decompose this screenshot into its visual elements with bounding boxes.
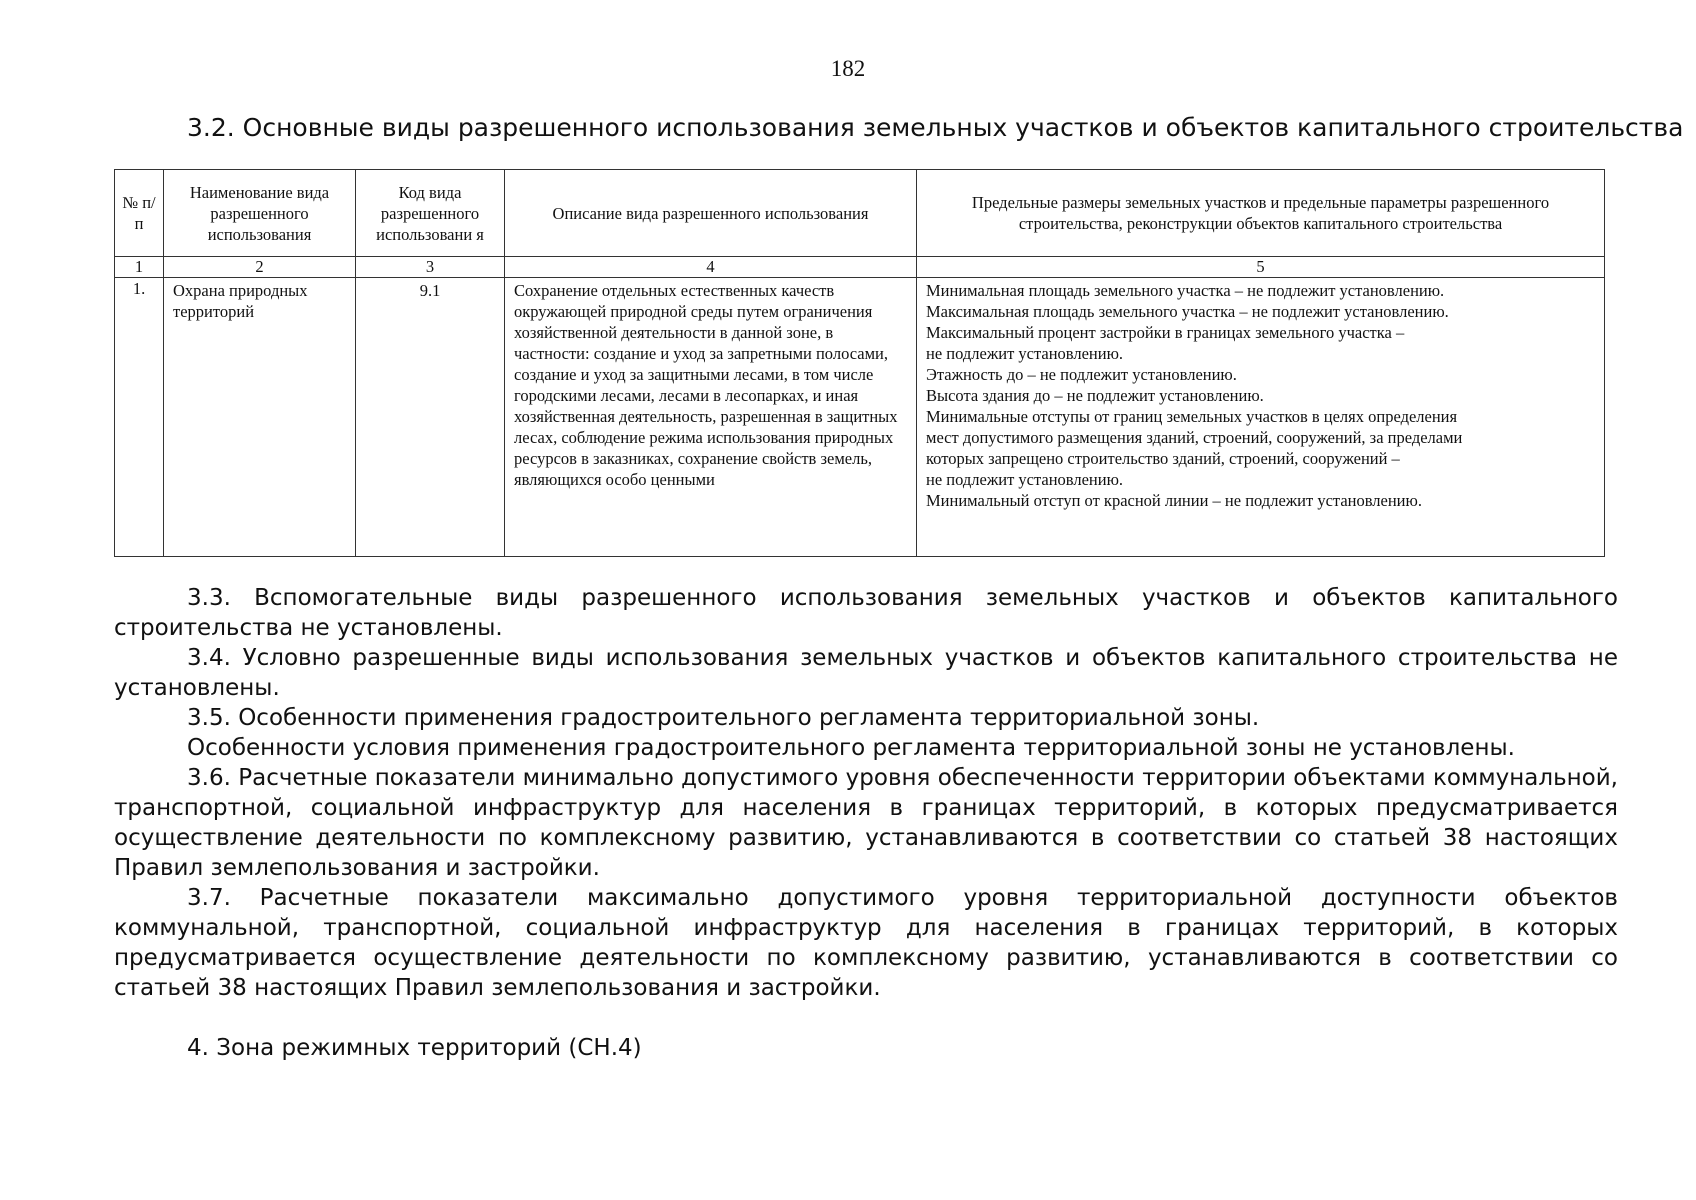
next-section-heading: 4. Зона режимных территорий (СН.4) [187, 1035, 642, 1061]
limit-line: Этажность до – не подлежит установлению. [926, 365, 1237, 384]
limit-line: не подлежит установлению. [926, 344, 1124, 363]
column-number-row [115, 257, 1605, 278]
limit-line: Минимальный отступ от красной линии – не подлежит установлению. [926, 491, 1422, 510]
header-cell: Описание вида разрешенного использования [505, 170, 917, 257]
limit-line: Минимальные отступы от границ земельных участков в целях определения [926, 407, 1458, 426]
paragraph: 3.4. Условно разрешенные виды использования земельных участков и объектов капитального строительства не установлены. [114, 645, 1618, 701]
paragraph: 3.5. Особенности применения градостроительного регламента территориальной зоны. [187, 705, 1260, 731]
limit-line: Максимальная площадь земельного участка – не подлежит установлению. [926, 302, 1449, 321]
land-use-table [114, 169, 1605, 557]
column-number: 5 [917, 257, 1605, 278]
column-number: 4 [505, 257, 917, 278]
limit-line: не подлежит установлению. [926, 470, 1124, 489]
limit-line: Минимальная площадь земельного участка – не подлежит установлению. [926, 281, 1445, 300]
table-row [115, 278, 1605, 557]
paragraph: 3.7. Расчетные показатели максимально допустимого уровня территориальной доступности объектов коммунальной, транспортной, социальной инфраструктур для населения в границах территорий, в которых предусматривается осуществление деятельности по комплексному развитию, устанавливаются в соответствии со статьей 38 настоящих Правил землепользования и застройки. [114, 885, 1618, 1001]
header-cell: Наименование вида разрешенного использования [164, 170, 356, 257]
limit-line: Высота здания до – не подлежит установлению. [926, 386, 1264, 405]
limit-line: мест допустимого размещения зданий, строений, сооружений, за пределами [926, 428, 1463, 447]
column-number: 2 [164, 257, 356, 278]
limit-line: которых запрещено строительство зданий, строений, сооружений – [926, 449, 1400, 468]
column-number: 1 [115, 257, 164, 278]
use-limits [917, 278, 1605, 557]
table-header-row [115, 170, 1605, 257]
header-cell: Предельные размеры земельных участков и предельные параметры разрешенного строительства, реконструкции объектов капитального строительства [917, 170, 1605, 257]
row-number: 1. [115, 278, 164, 557]
column-number: 3 [356, 257, 505, 278]
paragraph: 3.3. Вспомогательные виды разрешенного использования земельных участков и объектов капитального строительства не установлены. [114, 585, 1618, 641]
page-number: 182 [830, 56, 866, 81]
use-description: Сохранение отдельных естественных качеств окружающей природной среды путем ограничения хозяйственной деятельности в данной зоне, в частности: создание и уход за запретными полосами, создание и уход за защитными лесами, в том числе городскими лесами, лесами в лесопарках, и иная хозяйственная деятельность, разрешенная в защитных лесах, соблюдение режима использования природных ресурсов в заказниках, сохранение свойств земель, являющихся особо ценными [505, 278, 917, 557]
use-name: Охрана природных территорий [164, 278, 356, 557]
limit-line: Максимальный процент застройки в границах земельного участка – [926, 323, 1405, 342]
body-text [114, 583, 1618, 1063]
paragraph: 3.6. Расчетные показатели минимально допустимого уровня обеспеченности территории объектами коммунальной, транспортной, социальной инфраструктур для населения в границах территорий, в которых предусматривается осуществление деятельности по комплексному развитию, устанавливаются в соответствии со статьей 38 настоящих Правил землепользования и застройки. [114, 765, 1618, 881]
section-heading: 3.2. Основные виды разрешенного использования земельных участков и объектов капитального строительства [187, 113, 1684, 142]
header-cell: № п/п [115, 170, 164, 257]
paragraph: Особенности условия применения градостроительного регламента территориальной зоны не установлены. [187, 735, 1515, 761]
header-cell: Код вида разрешенного использовани я [356, 170, 505, 257]
use-code: 9.1 [356, 278, 505, 557]
